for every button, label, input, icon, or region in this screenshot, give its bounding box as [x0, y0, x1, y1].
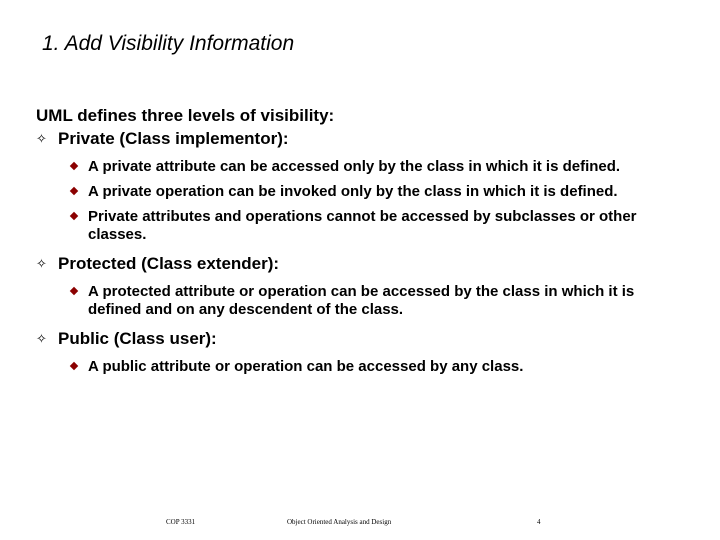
point-text: A private operation can be invoked only by the class in which it is defined. — [88, 183, 618, 200]
list-item — [70, 283, 670, 319]
section-public — [36, 329, 696, 349]
list-item — [70, 183, 670, 201]
list-item — [70, 208, 670, 244]
diamond-outline-bullet-icon: ✧ — [36, 256, 47, 271]
footer-subject: Object Oriented Analysis and Design — [287, 518, 392, 526]
point-text: A private attribute can be accessed only by the class in which it is defined. — [88, 158, 621, 175]
slide-title: 1. Add Visibility Information — [42, 32, 295, 55]
diamond-outline-bullet-icon: ✧ — [36, 131, 47, 146]
list-item — [70, 158, 670, 176]
section-protected — [36, 254, 696, 274]
intro-text: UML defines three levels of visibility: — [36, 106, 335, 125]
section-heading: Protected (Class extender): — [58, 254, 280, 273]
diamond-bullet-icon — [70, 187, 78, 195]
diamond-bullet-icon — [70, 287, 78, 295]
section-heading: Public (Class user): — [58, 329, 217, 348]
footer-page-number: 4 — [537, 518, 541, 526]
point-text: A public attribute or operation can be accessed by any class. — [88, 358, 524, 375]
public-points — [70, 358, 696, 376]
section-heading: Private (Class implementor): — [58, 129, 289, 148]
diamond-bullet-icon — [70, 362, 78, 370]
point-text: Private attributes and operations cannot be accessed by subclasses or other classes. — [88, 208, 637, 243]
slide-body — [36, 106, 696, 386]
diamond-bullet-icon — [70, 212, 78, 220]
point-text: A protected attribute or operation can be accessed by the class in which it is defined and on any descendent of the class. — [88, 283, 635, 318]
diamond-bullet-icon — [70, 162, 78, 170]
section-private — [36, 129, 696, 149]
diamond-outline-bullet-icon: ✧ — [36, 331, 47, 346]
list-item — [70, 358, 670, 376]
private-points — [70, 158, 696, 244]
protected-points — [70, 283, 696, 319]
footer-course: COP 3331 — [166, 518, 196, 526]
